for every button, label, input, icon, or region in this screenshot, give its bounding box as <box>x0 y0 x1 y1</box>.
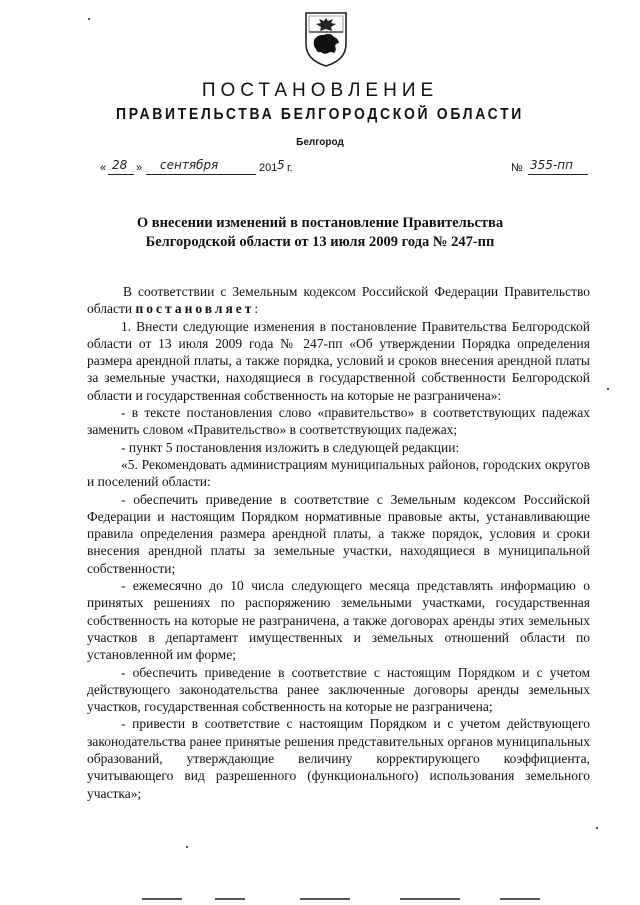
scan-edge-mark <box>400 898 460 900</box>
scan-edge-mark <box>500 898 540 900</box>
issuer-heading: ПРАВИТЕЛЬСТВА БЕЛГОРОДСКОЙ ОБЛАСТИ <box>115 106 525 123</box>
title-line-1: О внесении изменений в постановление Правительства <box>136 215 504 231</box>
coat-of-arms-icon <box>303 10 349 68</box>
paragraph-point-5-item-4: - привести в соответствие с настоящим Порядком и с учетом действующего законодательства ранее принятые решения представительных органов муниципальных образований, утверждающие величину корректирующего коэффициента, учитывающего вид разрешенного (функционального) использования земельного участка»; <box>87 716 590 801</box>
paragraph-change-2: - пункт 5 постановления изложить в следующей редакции: <box>121 439 460 455</box>
paragraph-change-1: - в тексте постановления слово «правительство» в соответствующих падежах заменить словом «Правительство» в соответствующих падежах; <box>87 405 590 438</box>
document-body <box>87 283 590 802</box>
document-title <box>0 214 640 252</box>
date-month-underline <box>146 173 256 175</box>
paragraph-point-5-item-1: - обеспечить приведение в соответствие с Земельным кодексом Российской Федерации и настоящим Порядком нормативные правовые акты, устанавливающие правила определения размера арендной платы, а также порядок, условия и сроки внесения арендной платы за земельные участки, находящиеся в муниципальной собственности; <box>87 491 590 576</box>
number-label: № <box>511 162 523 174</box>
city-label: Белгород <box>296 137 344 148</box>
date-year-prefix: 201 <box>259 162 278 174</box>
scan-dot <box>88 18 90 20</box>
paragraph-point-5-item-2: - ежемесячно до 10 числа следующего месяца представлять информацию о принятых решениях по распоряжению земельными участками, государственная собственность на которые не разграничена, а также договорах аренды этих земельных участков в департамент имущественных и земельных отношений области по установленной им форме; <box>87 578 590 663</box>
scan-edge-mark <box>300 898 350 900</box>
document-type-heading: ПОСТАНОВЛЕНИЕ <box>201 80 439 101</box>
date-year-abbr: г. <box>287 162 293 174</box>
paragraph-item-1: 1. Внести следующие изменения в постановление Правительства Белгородской области от 13 июля 2009 года № 247-пп «Об утверждении Порядка определения размера арендной платы, а также порядка, условий и сроков внесения арендной платы за земельные участки, находящиеся в государственной собственности Белгородской области и государственная собственность на которые не разграничена»: <box>87 318 590 403</box>
paragraph-point-5-item-3: - обеспечить приведение в соответствие с настоящим Порядком и с учетом действующего законодательства ранее заключенные договоры аренды земельных участков, государственная собственность на которые не разграничена; <box>87 664 590 715</box>
title-line-2: Белгородской области от 13 июля 2009 года № 247-пп <box>145 234 495 250</box>
date-year-suffix: 5 <box>277 158 285 172</box>
scan-dot <box>596 827 598 829</box>
date-close-quote: » <box>136 162 143 174</box>
scan-dot <box>607 388 609 390</box>
date-open-quote: « <box>100 162 107 174</box>
preamble-decree-word: постановляет <box>135 301 255 317</box>
date-day-underline <box>108 173 134 175</box>
number-underline <box>528 173 588 175</box>
date-month: сентября <box>160 158 219 172</box>
scan-dot <box>186 846 188 848</box>
date-day: 28 <box>112 158 128 172</box>
paragraph-point-5: «5. Рекомендовать администрациям муниципальных районов, городских округов и поселений области: <box>87 456 590 490</box>
number-value: 355-пп <box>530 158 573 172</box>
preamble-text: В соответствии с Земельным кодексом Российской Федерации Правительство области <box>87 284 590 317</box>
scan-edge-mark <box>142 898 182 900</box>
scan-edge-mark <box>215 898 245 900</box>
paragraph-preamble <box>87 283 590 318</box>
preamble-colon: : <box>254 301 259 317</box>
